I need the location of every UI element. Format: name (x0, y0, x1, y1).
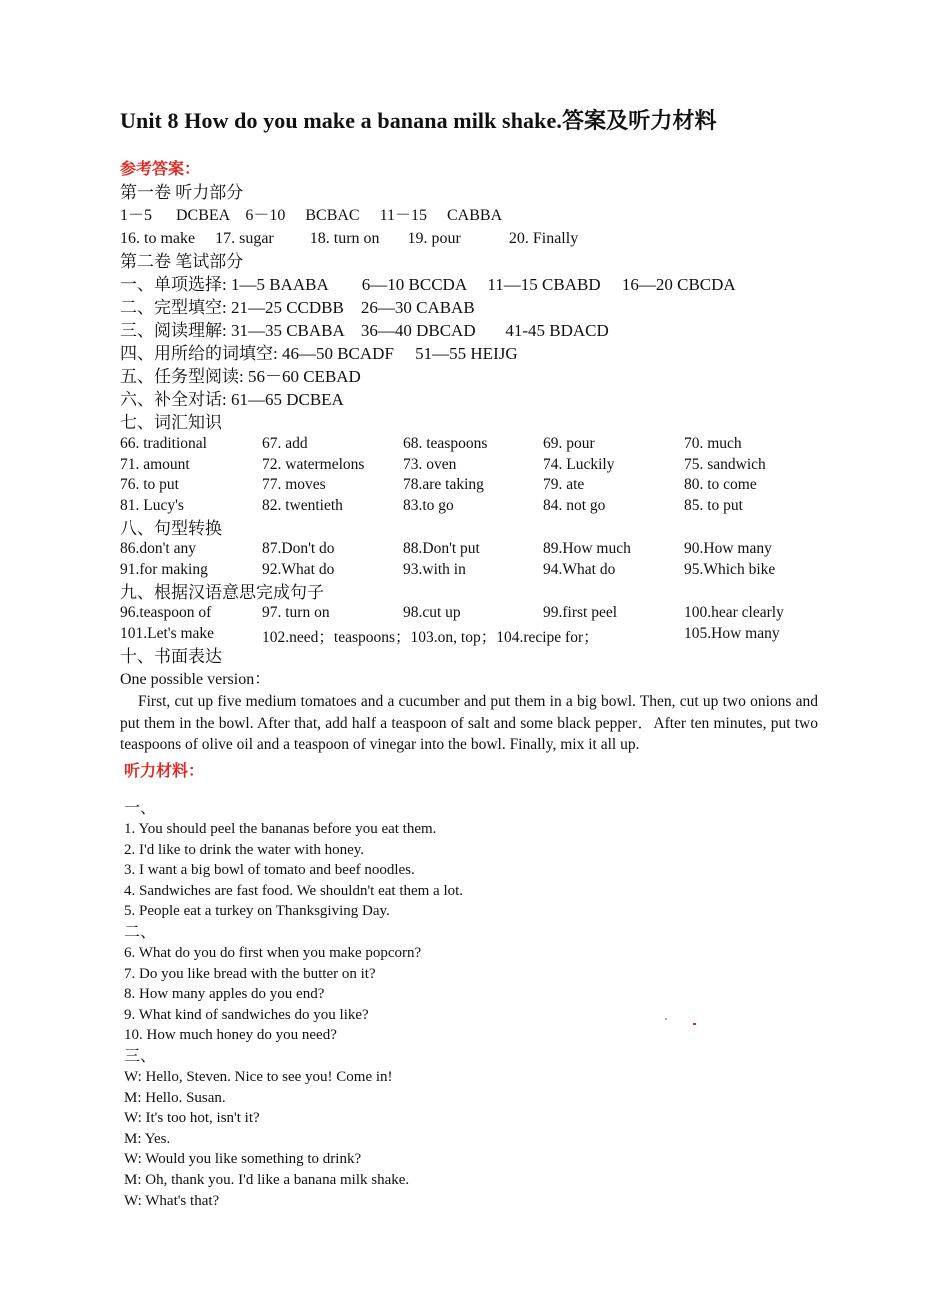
vocab-row (120, 476, 820, 497)
vocab-cell: 68. teaspoons (403, 435, 488, 452)
list-item: 9. What kind of sandwiches do you like? (124, 1006, 369, 1023)
vocab-cell: 76. to put (120, 476, 179, 493)
answers-heading: 参考答案： (120, 161, 201, 178)
section-single-choice: 一、单项选择: 1—5 BAABA 6—10 BCCDA 11—15 CBABD 16—20 CBCDA (120, 275, 736, 294)
transform-cell: 88.Don't put (403, 540, 480, 557)
transform-table (120, 540, 820, 581)
writing-version-label: One possible version： (120, 671, 271, 688)
completion-cell: 98.cut up (403, 604, 461, 621)
completion-cell: 102.need；teaspoons；103.on, top；104.recipe for； (262, 628, 599, 646)
vocab-cell: 67. add (262, 435, 308, 452)
vocab-cell: 81. Lucy's (120, 496, 184, 514)
completion-row (120, 604, 820, 625)
section-word-fill: 四、用所给的词填空: 46—50 BCADF 51—55 HEIJG (120, 344, 518, 363)
section-dialogue: 六、补全对话: 61—65 DCBEA (120, 390, 344, 409)
vocab-cell: 69. pour (543, 435, 595, 452)
transform-cell: 87.Don't do (262, 540, 335, 557)
listening-section-3-heading: 三、 (124, 1047, 157, 1065)
vocab-row (120, 435, 820, 456)
completion-cell: 96.teaspoon of (120, 604, 212, 621)
transform-cell: 90.How many (684, 540, 772, 557)
transform-cell: 94.What do (543, 560, 616, 578)
dialogue-line: W: It's too hot, isn't it? (124, 1110, 260, 1127)
section-task-reading: 五、任务型阅读: 56－60 CEBAD (120, 367, 361, 386)
vocab-cell: 83.to go (403, 496, 454, 514)
completion-row (120, 625, 820, 646)
vocab-cell: 73. oven (403, 455, 457, 473)
list-item: 4. Sandwiches are fast food. We shouldn't eat them a lot. (124, 882, 464, 899)
vocab-cell: 78.are taking (403, 476, 484, 493)
part2-heading: 第二卷 笔试部分 (120, 252, 244, 271)
section-writing-heading: 十、书面表达 (120, 647, 222, 666)
listening-materials (124, 798, 824, 1211)
dialogue-line: M: Yes. (124, 1130, 171, 1147)
transform-cell: 92.What do (262, 560, 335, 578)
transform-cell: 91.for making (120, 560, 208, 578)
writing-essay: First, cut up five medium tomatoes and a cucumber and put them in a big bowl. Then, cut up two onions and put them in the bowl. After that, add half a teaspoon of salt and some black pepper．After ten minutes, put two teaspoons of olive oil and a teaspoon of vinegar into the bowl. Finally, mix it all up. (120, 693, 818, 753)
completion-cell: 100.hear clearly (684, 604, 784, 621)
vocab-table (120, 435, 820, 517)
stray-mark (693, 1023, 696, 1025)
listening-section-1-heading: 一、 (124, 800, 157, 817)
list-item: 7. Do you like bread with the butter on it? (124, 965, 376, 982)
completion-cell: 97. turn on (262, 604, 330, 621)
dialogue-line: M: Hello. Susan. (124, 1089, 226, 1106)
vocab-cell: 74. Luckily (543, 455, 615, 473)
answers-section (120, 158, 820, 783)
section-completion-heading: 九、根据汉语意思完成句子 (120, 583, 324, 602)
transform-cell: 93.with in (403, 560, 466, 578)
list-item: 1. You should peel the bananas before you eat them. (124, 821, 437, 837)
transform-row (120, 540, 820, 561)
listening-section-2-heading: 二、 (124, 923, 157, 941)
completion-cell: 105.How many (684, 624, 780, 642)
section-reading: 三、阅读理解: 31—35 CBABA 36—40 DBCAD 41-45 BDACD (120, 321, 609, 340)
completion-table (120, 604, 820, 645)
vocab-row (120, 456, 820, 477)
vocab-cell: 77. moves (262, 476, 326, 493)
list-item: 5. People eat a turkey on Thanksgiving Day. (124, 903, 390, 920)
vocab-row (120, 497, 820, 518)
listening-answers-line1: 1－5 DCBEA 6－10 BCBAC 11－15 CABBA (120, 207, 503, 224)
dialogue-line: W: Hello, Steven. Nice to see you! Come in! (124, 1068, 393, 1085)
dialogue-line: W: What's that? (124, 1192, 220, 1209)
section-cloze: 二、完型填空: 21—25 CCDBB 26—30 CABAB (120, 298, 475, 317)
vocab-cell: 84. not go (543, 496, 606, 514)
section-vocab-heading: 七、词汇知识 (120, 413, 222, 432)
page-title: Unit 8 How do you make a banana milk shake.答案及听力材料 (120, 108, 717, 133)
section-transform-heading: 八、句型转换 (120, 519, 222, 538)
vocab-cell: 71. amount (120, 455, 190, 473)
vocab-cell: 82. twentieth (262, 496, 343, 514)
transform-cell: 95.Which bike (684, 560, 776, 578)
completion-cell: 99.first peel (543, 604, 618, 621)
list-item: 2. I'd like to drink the water with honey. (124, 841, 365, 858)
stray-mark (665, 1018, 667, 1020)
listening-heading: 听力材料： (124, 762, 205, 780)
completion-cell: 101.Let's make (120, 624, 215, 642)
transform-row (120, 561, 820, 582)
vocab-cell: 75. sandwich (684, 455, 766, 473)
part1-heading: 第一卷 听力部分 (120, 183, 244, 202)
vocab-cell: 66. traditional (120, 435, 207, 452)
vocab-cell: 80. to come (684, 476, 757, 493)
list-item: 3. I want a big bowl of tomato and beef noodles. (124, 862, 415, 879)
dialogue-line: W: Would you like something to drink? (124, 1151, 362, 1168)
transform-cell: 89.How much (543, 540, 631, 557)
vocab-cell: 72. watermelons (262, 455, 365, 473)
vocab-cell: 79. ate (543, 476, 585, 493)
transform-cell: 86.don't any (120, 540, 196, 557)
list-item: 10. How much honey do you need? (124, 1027, 337, 1044)
dialogue-line: M: Oh, thank you. I'd like a banana milk shake. (124, 1171, 410, 1188)
vocab-cell: 85. to put (684, 496, 743, 514)
list-item: 8. How many apples do you end? (124, 986, 325, 1003)
vocab-cell: 70. much (684, 435, 742, 452)
list-item: 6. What do you do first when you make popcorn? (124, 944, 422, 961)
listening-answers-line2: 16. to make 17. sugar 18. turn on 19. pour 20. Finally (120, 230, 579, 247)
